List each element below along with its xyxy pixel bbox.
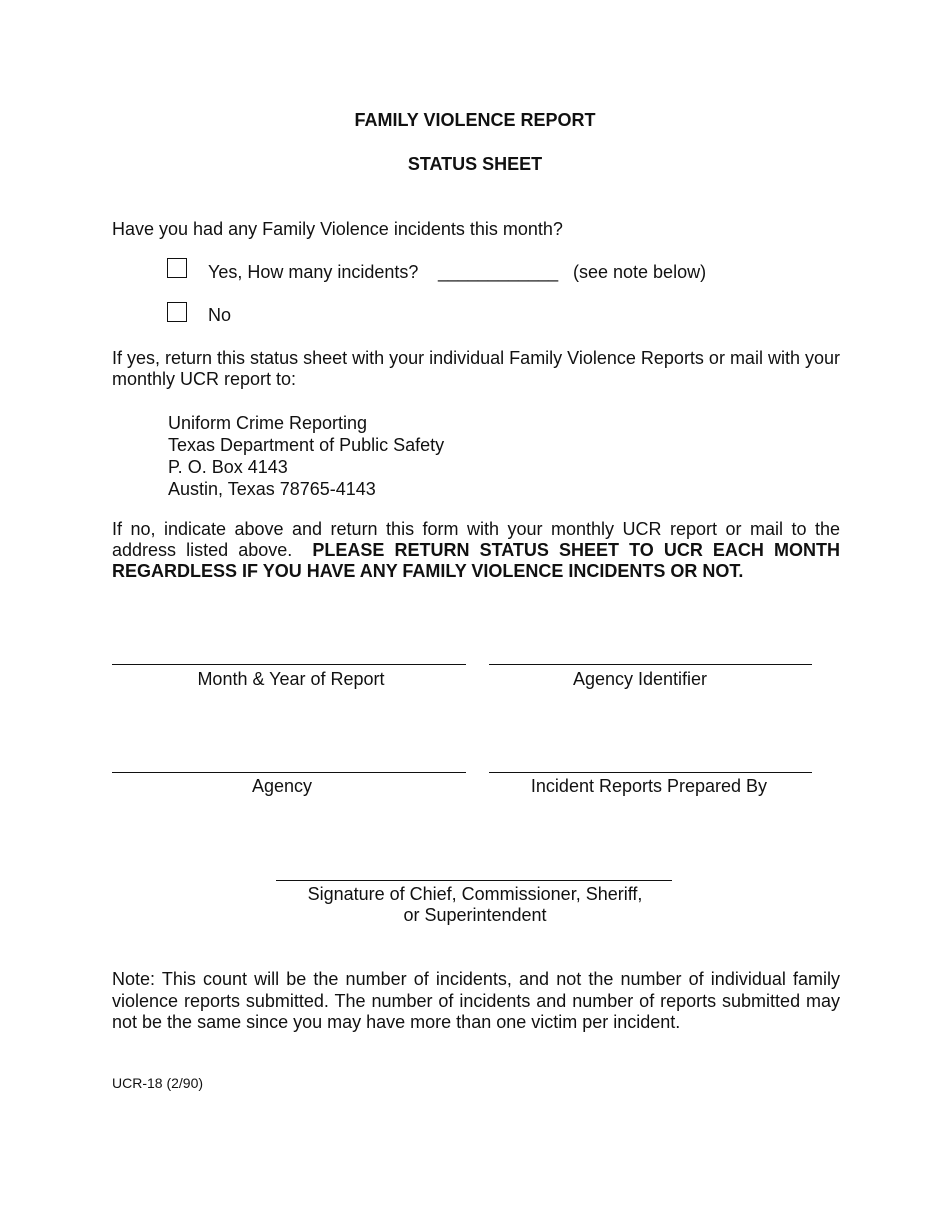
- if-no-instructions: [112, 519, 840, 582]
- prepared-by-label: Incident Reports Prepared By: [530, 776, 768, 796]
- agency-identifier-label: Agency Identifier: [572, 669, 708, 689]
- yes-option-label: Yes, How many incidents?: [208, 262, 419, 282]
- if-no-text: If no, indicate above and return this form with your monthly UCR report or mail to the address listed above.: [112, 519, 840, 560]
- month-year-line[interactable]: [112, 664, 466, 665]
- incident-count-blank[interactable]: ____________: [438, 262, 559, 282]
- no-checkbox[interactable]: [167, 302, 187, 322]
- address-line: Austin, Texas 78765-4143: [168, 479, 376, 499]
- address-line: Texas Department of Public Safety: [168, 435, 445, 455]
- prepared-by-line[interactable]: [489, 772, 812, 773]
- form-title: FAMILY VIOLENCE REPORT: [354, 110, 596, 130]
- address-line: Uniform Crime Reporting: [168, 413, 368, 433]
- footnote: Note: This count will be the number of incidents, and not the number of individual family violence reports submitted. The number of incidents and number of reports submitted may not be the same since you may have more than one victim per incident.: [112, 969, 840, 1032]
- no-option-label: No: [208, 305, 232, 325]
- month-year-label: Month & Year of Report: [197, 669, 385, 689]
- return-emphasis: PLEASE RETURN STATUS SHEET TO UCR EACH MONTH REGARDLESS IF YOU HAVE ANY FAMILY VIOLENCE INCIDENTS OR NOT.: [112, 540, 840, 581]
- agency-label: Agency: [251, 776, 313, 796]
- signature-line[interactable]: [276, 880, 672, 881]
- yes-checkbox[interactable]: [167, 258, 187, 278]
- signature-label-2: or Superintendent: [403, 905, 547, 925]
- address-line: P. O. Box 4143: [168, 457, 288, 477]
- agency-line[interactable]: [112, 772, 466, 773]
- incident-question: Have you had any Family Violence incidents this month?: [112, 219, 563, 239]
- mailing-address: [168, 412, 444, 500]
- form-subtitle: STATUS SHEET: [407, 154, 543, 174]
- if-yes-instructions: If yes, return this status sheet with your individual Family Violence Reports or mail with your monthly UCR report to:: [112, 348, 840, 389]
- form-id: UCR-18 (2/90): [112, 1075, 204, 1091]
- see-note-text: (see note below): [573, 262, 707, 282]
- signature-label-1: Signature of Chief, Commissioner, Sheriff,: [307, 884, 643, 904]
- agency-identifier-line[interactable]: [489, 664, 812, 665]
